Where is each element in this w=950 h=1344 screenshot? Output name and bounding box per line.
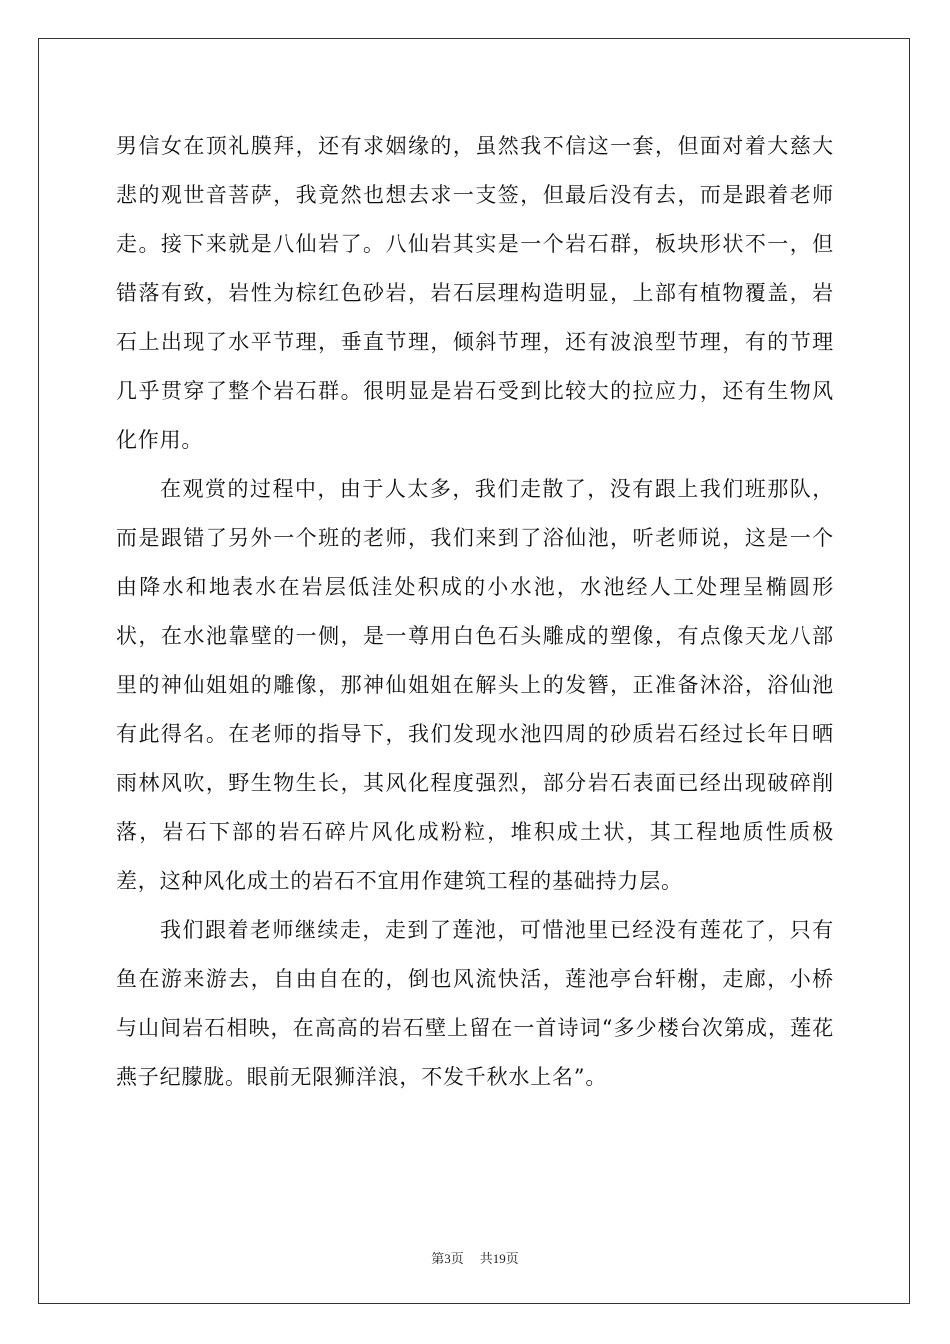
page-total: 共19页 [479,1251,519,1266]
page-footer [0,1248,950,1267]
page-number: 第3页 [431,1251,464,1266]
paragraph-2: 在观赏的过程中，由于人太多，我们走散了，没有跟上我们班那队，而是跟错了另外一个班的老师，我们来到了浴仙池，听老师说，这是一个由降水和地表水在岩层低洼处积成的小水池，水池经人工处理呈椭圆形状，在水池靠壁的一侧，是一尊用白色石头雕成的塑像，有点像天龙八部里的神仙姐姐的雕像，那神仙姐姐在解头上的发簪，正准备沐浴，浴仙池有此得名。在老师的指导下，我们发现水池四周的砂质岩石经过长年日晒雨林风吹，野生物生长，其风化程度强烈，部分岩石表面已经出现破碎削落，岩石下部的岩石碎片风化成粉粒，堆积成土状，其工程地质性质极差，这种风化成土的岩石不宜用作建筑工程的基础持力层。 [116,477,834,893]
paragraph-3: 我们跟着老师继续走，走到了莲池，可惜池里已经没有莲花了，只有鱼在游来游去，自由自在的，倒也风流快活，莲池亭台轩榭，走廊，小桥与山间岩石相映，在高高的岩石壁上留在一首诗词“多少楼台次第成，莲花燕子纪朦胧。眼前无限狮洋浪，不发千秋水上名”。 [116,918,834,1089]
paragraph-1: 男信女在顶礼膜拜，还有求姻缘的，虽然我不信这一套，但面对着大慈大悲的观世音菩萨，我竟然也想去求一支签，但最后没有去，而是跟着老师走。接下来就是八仙岩了。八仙岩其实是一个岩石群，板块形状不一，但错落有致，岩性为棕红色砂岩，岩石层理构造明显，上部有植物覆盖，岩石上出现了水平节理，垂直节理，倾斜节理，还有波浪型节理，有的节理几乎贯穿了整个岩石群。很明显是岩石受到比较大的拉应力，还有生物风化作用。 [116,134,834,452]
document-body [116,122,834,1102]
